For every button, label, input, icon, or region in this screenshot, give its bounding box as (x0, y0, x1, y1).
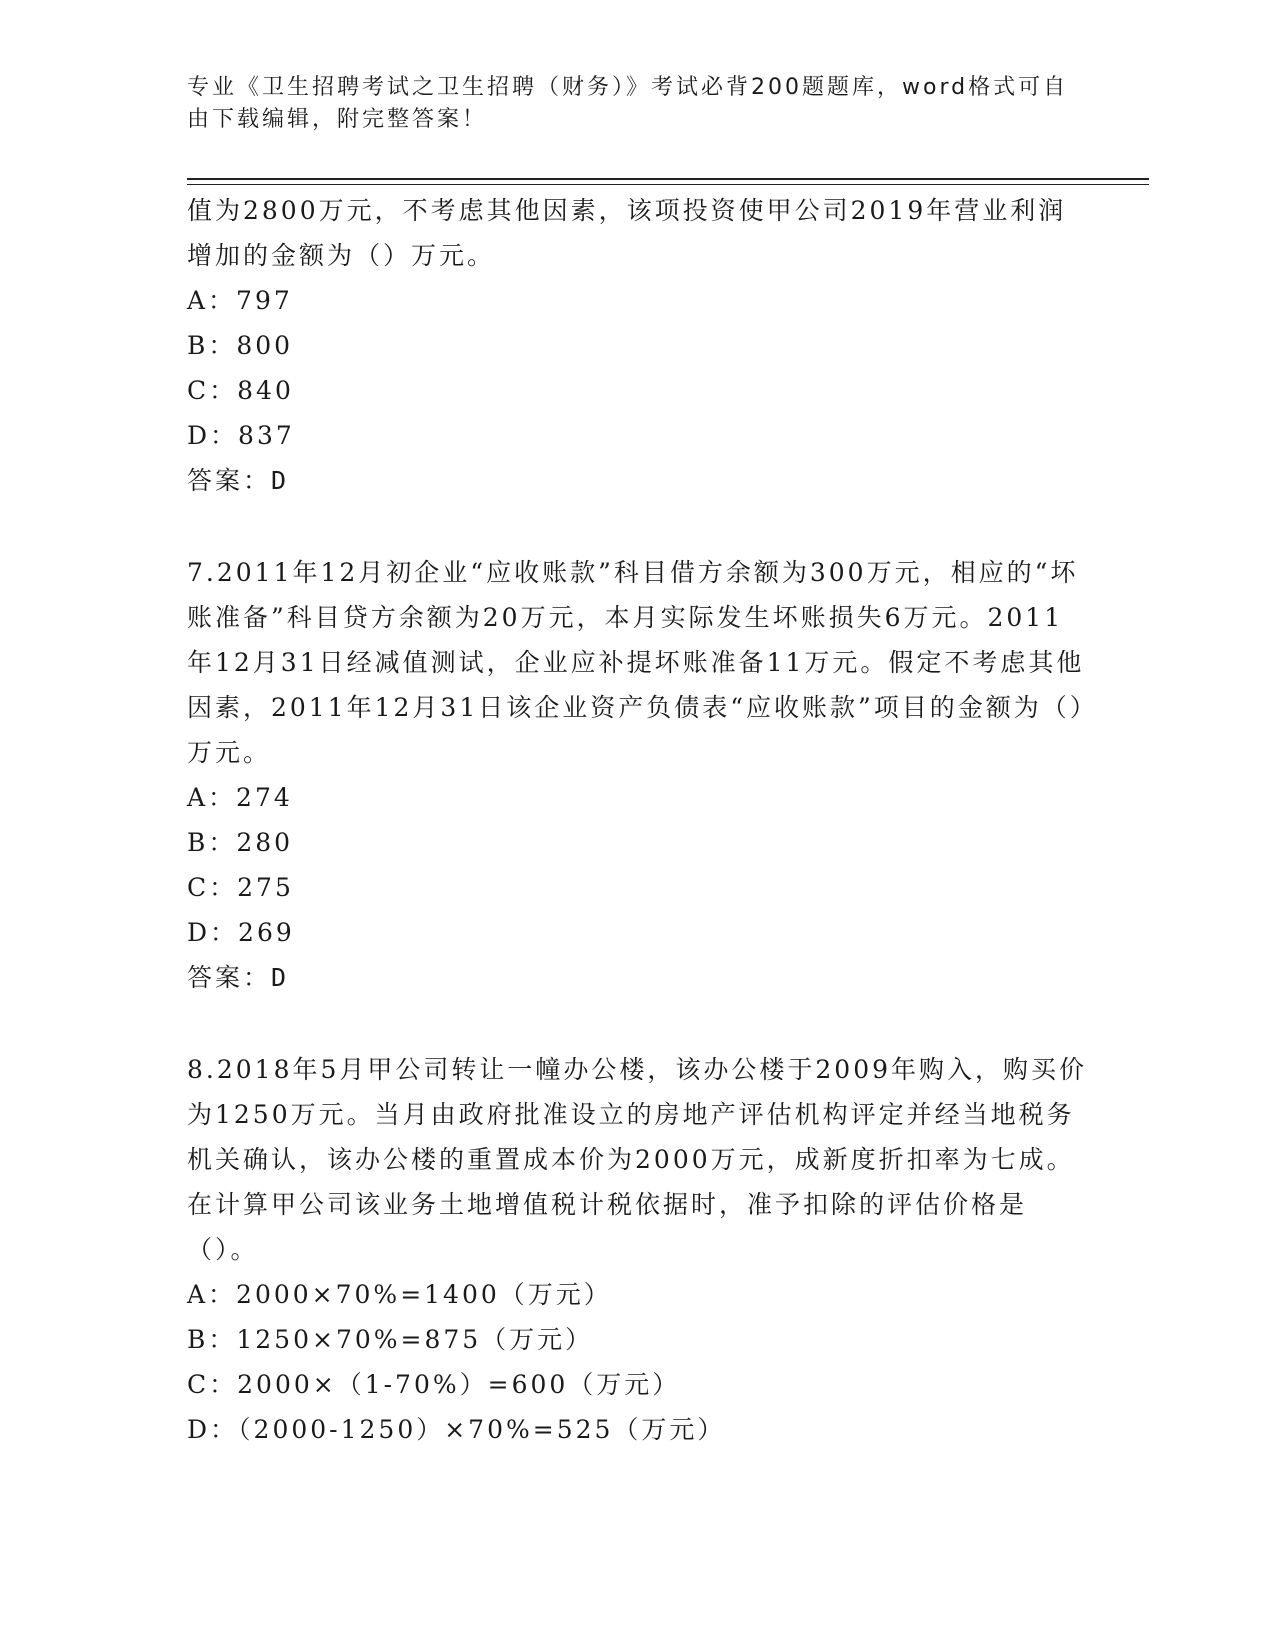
option-b: B：1250×70%=875（万元） (187, 1325, 594, 1354)
answer-label: 答案： (187, 466, 272, 495)
option-b: B：800 (187, 331, 294, 360)
header-rule-thin (187, 184, 1149, 185)
question-stem: 值为2800万元，不考虑其他因素，该项投资使甲公司2019年营业利润增加的金额为（）万元。 (187, 196, 1067, 270)
answer-line (187, 955, 1087, 1000)
question-stem: 7.2011年12月初企业“应收账款”科目借方余额为300万元，相应的“坏账准备”科目贷方余额为20万元，本月实际发生坏账损失6万元。2011年12月31日经减值测试，企业应补提坏账准备11万元。假定不考虑其他因素，2011年12月31日该企业资产负债表“应收账款”项目的金额为（）万元。 (187, 558, 1086, 767)
option-c: C：275 (187, 873, 294, 902)
option-a: A：274 (187, 783, 293, 812)
option-d: D：269 (187, 918, 295, 947)
option-a: A：2000×70%=1400（万元） (187, 1280, 612, 1309)
header-rule-thick (187, 178, 1149, 180)
answer-value: D (271, 466, 290, 495)
answer-label: 答案： (187, 963, 272, 992)
document-header: 专业《卫生招聘考试之卫生招聘（财务）》考试必背200题题库，word格式可自由下载编辑，附完整答案！ (187, 75, 1069, 132)
option-c: C：840 (187, 376, 294, 405)
spacer (187, 503, 1087, 550)
question-block (187, 550, 1087, 1000)
answer-line (187, 458, 1087, 503)
option-b: B：280 (187, 828, 294, 857)
question-list (187, 188, 1087, 1452)
option-a: A：797 (187, 286, 293, 315)
option-d: D：（2000-1250）×70%=525（万元） (187, 1415, 726, 1444)
answer-value: D (271, 963, 290, 992)
question-block (187, 188, 1087, 503)
question-block (187, 1047, 1087, 1452)
option-c: C：2000×（1-70%）=600（万元） (187, 1370, 681, 1399)
option-d: D：837 (187, 421, 295, 450)
question-stem: 8.2018年5月甲公司转让一幢办公楼，该办公楼于2009年购入，购买价为1250万元。当月由政府批准设立的房地产评估机构评定并经当地税务机关确认，该办公楼的重置成本价为2000万元，成新度折扣率为七成。在计算甲公司该业务土地增值税计税依据时，准予扣除的评估价格是（）。 (187, 1055, 1088, 1264)
spacer (187, 1000, 1087, 1047)
